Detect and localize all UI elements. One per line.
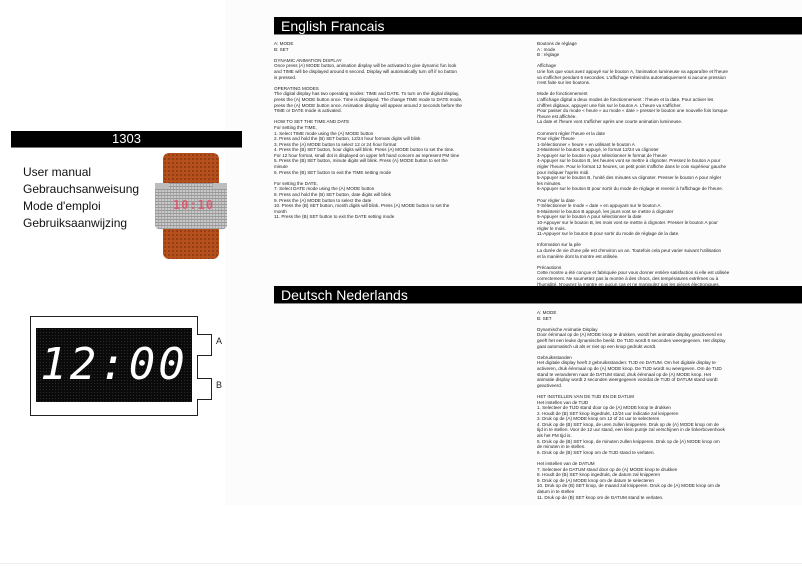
model-number-title: 1303: [11, 131, 242, 148]
instruction-line: 4. Druk op de (B) SET knop, de uren zullen knipperen. Druk op de (A) MODE knop om de: [537, 421, 719, 427]
diagram-button-b: [197, 378, 212, 400]
instruction-line: 1. Select TIME mode using the (A) MODE button: [274, 130, 374, 136]
instruction-line: 3. Druk op de (A) MODE knop om 12 of 24 uur te selecteren: [537, 416, 660, 422]
instruction-line: For 12 hour format, small dot is displayed on upper left hand concern as represent PM time: [274, 152, 460, 158]
manual-title-german: Gebrauchsanweisung: [23, 182, 140, 196]
block-heading: HOW TO SET THE TIME AND DATE: [274, 119, 350, 125]
instruction-line: 6. Press the (B) SET button to exit the TIME setting mode: [274, 169, 392, 175]
instruction-line: 9-Appuyer sur le bouton A pour sélectionner la date: [537, 214, 642, 220]
instruction-line: 11. Press the (B) SET button to exit the DATE setting mode: [274, 214, 395, 220]
instruction-line: 2-Maintenir le bouton B appuyé, le format 12/24 va clignoter: [537, 147, 659, 153]
instruction-line: régler le mois.: [537, 225, 566, 231]
instruction-line: L'affichage digital a deux modes de fonctionnement : l'heure et la date. Pour activer les: [537, 96, 714, 102]
instruction-line: 1-Sélectionner « heure » en utilisant le bouton A: [537, 141, 635, 147]
instruction-line: l'humidité. N'ouvrez la montre en aucun cas et ne manipulez pas les pièces électroniques.: [537, 281, 720, 287]
instruction-line: For setting the TIME,: [274, 124, 317, 130]
instruction-line: 8-Maintenir le bouton B appuyé, les jours vont se mettre à clignoter: [537, 208, 674, 214]
french-instructions: [537, 41, 769, 293]
instruction-line: Once press (A) MODE button, animation display will be activated to give dynamic fun look: [274, 63, 457, 69]
instruction-line: press the (A) MODE button once. Time is displayed. The change TIME mode to DATE mode,: [274, 96, 463, 102]
instruction-line: La durée de vie d'une pile est d'environ un an. Toutefois cela peut varier suivant l'utilisation: [537, 247, 722, 253]
instruction-block: [274, 58, 506, 80]
instruction-line: 3-Appuyer sur le bouton A pour sélectionner le format de l'heure: [537, 152, 667, 158]
instruction-line: datum in te stellen: [537, 489, 575, 494]
section-header-deutsch-nederlands: Deutsch Nederlands: [274, 286, 802, 304]
instruction-line: 11. Druk op de (B) SET knop om de DATUM stand te verlaten.: [537, 494, 664, 500]
instruction-line: als het PM tijd is.: [537, 433, 572, 439]
instruction-line: Het digitale display heeft 2 gebruiksstanden: TIJD en DATUM. Om het digitale display te: [537, 360, 716, 366]
instruction-block: [537, 41, 769, 58]
instruction-line: 5. Press the (B) SET button, minute digits will blink. Press (A) MODE button to set the: [274, 158, 448, 164]
instruction-line: activeren, druk éénmaal op de (A) MODE knop. De TIJD wordt nu weergeven. Om de TIJD: [537, 365, 722, 371]
block-heading: OPERATING MODES: [274, 85, 319, 91]
manual-title-dutch: Gebruiksaanwijzing: [23, 216, 128, 230]
instruction-line: 5-Appuyer sur le bouton B, l'unité des minutes va clignoter. Presser le bouton A pour régler: [537, 175, 722, 181]
instruction-line: chiffres digitaux, appuyer une fois sur le bouton A. L'heure va s'afficher.: [537, 102, 682, 108]
instruction-line: B: SET: [274, 46, 289, 52]
manual-title-french: Mode d'emploi: [23, 199, 101, 213]
instruction-line: correctement. Ne soumettez pas la montre à des chocs, des températures extrêmes ou à: [537, 275, 719, 281]
instruction-line: 6-Appuyer sur le bouton B pour sortir du mode de réglage et revenir à l'affichage de l'heure.: [537, 186, 724, 192]
instruction-line: animatie display wordt 2 seconden weergegeven voordat de TIJD of DATUM stand wordt: [537, 377, 718, 383]
block-heading: HET INSTELLEN VAN DE TIJD EN DE DATUM: [537, 393, 634, 399]
instruction-line: et la manière dont la montre est utilisée.: [537, 253, 619, 259]
instruction-line: month: [274, 208, 287, 214]
instruction-line: Door éénmaal op de (A) MODE knop te drukken, wordt het animatie display geactiveerd en: [537, 332, 723, 338]
watch-led-display: 10:10: [173, 198, 215, 212]
instruction-line: régler l'heure. Pour le format 12 heures, un petit point s'affiche dans le coin supérieur gauche: [537, 164, 727, 170]
instruction-line: The digital display has two operating modes: TIME and DATE. To turn on the digital display,: [274, 91, 460, 97]
block-heading: Comment régler l'heure et la date: [537, 130, 606, 136]
instruction-block: [537, 91, 769, 125]
block-heading: Het instellen van de DATUM: [537, 461, 595, 467]
instruction-line: 4. Press the (B) SET button, hour digits will blink. Press (A) MODE button to set the time.: [274, 147, 455, 153]
instruction-line: 10. Press the (B) SET button, month digits will blink. Press (A) MODE button to set the: [274, 203, 450, 209]
instruction-line: 2. Press and hold the (B) SET button, 12/24 hour formats digits will blink: [274, 136, 421, 142]
instruction-block: [537, 131, 769, 193]
instruction-block: [537, 394, 769, 456]
instruction-line: 11-Appuyer sur le bouton B pour sortir du mode de réglage de la date.: [537, 231, 680, 237]
block-heading: Dynamische Animatie Display: [537, 326, 598, 332]
block-heading: DYNAMIC ANIMATION DISPLAY: [274, 57, 342, 63]
instruction-line: is pressed.: [274, 74, 297, 80]
watch-button-diagram: [30, 316, 223, 416]
instruction-line: 4-Appuyer sur le bouton B, les heures vont se mettre à clignoter. Pressez le bouton A pour: [537, 158, 721, 164]
instruction-line: 10. Druk op de (B) SET knop, de maand zal knipperen. Druk op de (A) MODE knop om de: [537, 483, 721, 489]
block-heading: Affichage: [537, 63, 557, 69]
instruction-line: 7. Select DATE mode using the (A) MODE button: [274, 186, 375, 192]
instruction-block: [274, 41, 506, 52]
block-heading: Mode de fonctionnement: [537, 91, 588, 97]
instruction-line: tijd in te stellen. Voor de 12 uur stand, een klein puntje zal verschijnen in de linkerbovenhoek: [537, 427, 725, 433]
dutch-instructions: [537, 310, 769, 506]
instruction-line: 3. Press the (A) MODE button to select 12 or 24 hour format: [274, 141, 397, 147]
block-heading: Précautions: [537, 264, 562, 270]
instruction-block: [537, 265, 769, 287]
instruction-line: geeft het een leuke dynamische beeld. De TIJD wordt 6 seconden weergegeven. Het display: [537, 337, 726, 343]
instruction-line: Het instellen van de TIJD: [537, 399, 589, 405]
section-header-english-francais: English Francais: [274, 17, 802, 35]
block-heading: Gebruiksstanden: [537, 354, 572, 360]
block-heading: Boutons de réglage: [537, 41, 577, 46]
block-heading: Pour régler la date: [537, 197, 575, 203]
instruction-block: [537, 310, 769, 321]
instruction-block: [537, 461, 769, 500]
diagram-display: 12:00: [36, 328, 192, 402]
watch-strap-top: [163, 153, 219, 187]
manual-title-english: User manual: [23, 165, 92, 179]
block-heading: A: MODE: [274, 41, 294, 46]
instruction-line: Pour régler l'heure: [537, 136, 575, 142]
instruction-line: B : réglage: [537, 52, 560, 58]
block-heading: A: MODE: [537, 310, 557, 315]
manual-title-list: [23, 164, 139, 232]
instruction-line: gaat automatisch uit als er niet op een knop gedrukt wordt.: [537, 343, 657, 349]
instruction-line: and TIME will be displayed around 6 second. Display will automatically turn off if no button: [274, 68, 457, 74]
instruction-line: Une fois que vous avez appuyé sur le bouton A, l'animation lumineuse va apparaître et l'heure: [537, 68, 728, 74]
instruction-line: 10-Appuyer sur le bouton B, les mois vont se mettre à clignoter. Presser le bouton A pour: [537, 220, 718, 225]
instruction-block: [274, 181, 506, 220]
watch-product-image: [155, 153, 227, 259]
diagram-watch-body: [30, 316, 198, 416]
watch-strap-bottom: [163, 225, 219, 259]
case-lug: [155, 183, 169, 189]
instruction-block: [537, 242, 769, 259]
instruction-block: [537, 355, 769, 389]
case-lug: [213, 183, 227, 189]
instruction-line: les minutes.: [537, 180, 562, 186]
diagram-label-b: B: [216, 380, 223, 390]
instruction-line: 6. Druk op de (B) SET knop om de TIJD stand te verlaten.: [537, 449, 655, 455]
instruction-line: minute: [274, 164, 288, 170]
instruction-line: 9. Press the (A) MODE button to select the date: [274, 197, 372, 203]
instruction-line: va s'afficher pendant 6 secondes. L'affichage s'éteindra automatiquement si aucune pression: [537, 74, 726, 80]
instruction-line: 8. Press and hold the (B) SET button, date digits will blink: [274, 192, 391, 198]
instruction-line: l'heure est affichée.: [537, 113, 577, 119]
instruction-block: [537, 327, 769, 349]
english-instructions: [274, 41, 506, 226]
instruction-line: pour indiquer l'après midi.: [537, 169, 590, 175]
instruction-line: geactiveerd.: [537, 382, 563, 388]
instruction-line: stand te veranderen naar de DATUM stand, druk éénmaal op de (A) MODE knop. Het: [537, 371, 712, 377]
instruction-line: n'est faite sur les boutons.: [537, 80, 591, 86]
instruction-line: TIME or DATE mode is activated.: [274, 108, 342, 114]
instruction-line: 7. Selecteer de DATUM stand door op de (A) MODE knop te drukken: [537, 466, 678, 472]
instruction-line: 8. Houdt de (B) SET knop ingedrukt, de datum zal knipperen: [537, 472, 660, 478]
instruction-line: Cette montre a été conçue et fabriquée pour vous donner entière satisfaction si elle est utilisée: [537, 270, 730, 276]
instruction-line: press the (A) MODE button once. Animation display will appear around 2 seconds before the: [274, 102, 462, 108]
instruction-line: B: SET: [537, 315, 552, 321]
page-bottom-border: [0, 563, 802, 564]
instruction-line: 9. Druk op de (A) MODE knop om de datum te selecteren: [537, 477, 654, 483]
instruction-block: [537, 198, 769, 237]
instruction-line: de minuten in te stellen.: [537, 444, 586, 450]
instruction-line: 1. Selecteer de TIJD stand door op de (A) MODE knop te drukken: [537, 405, 671, 411]
instruction-line: 7-Sélectionner le mode « date » en appuyant sur le bouton A: [537, 203, 661, 209]
instruction-block: [274, 119, 506, 175]
instruction-line: 2. Houdt de (B) SET knop ingedrukt, 12/24 uur indicatie zal knipperen: [537, 410, 679, 416]
diagram-label-a: A: [216, 336, 223, 346]
instruction-line: A : mode: [537, 46, 556, 52]
block-heading: For setting the DATE,: [274, 180, 318, 186]
instruction-line: Pour passer du mode « heure » au mode « date » presser le bouton une nouvelle fois lorsque: [537, 108, 728, 114]
instruction-block: [274, 86, 506, 114]
instruction-block: [537, 63, 769, 85]
block-heading: Information sur la pile: [537, 242, 581, 248]
diagram-button-a: [197, 334, 212, 356]
instruction-line: 5. Druk op de (B) SET knop, de minuten zullen knipperen. Druk op de (A) MODE knop om: [537, 438, 720, 444]
instruction-line: La date et l'heure vont s'afficher après une courte animation lumineuse.: [537, 119, 683, 125]
